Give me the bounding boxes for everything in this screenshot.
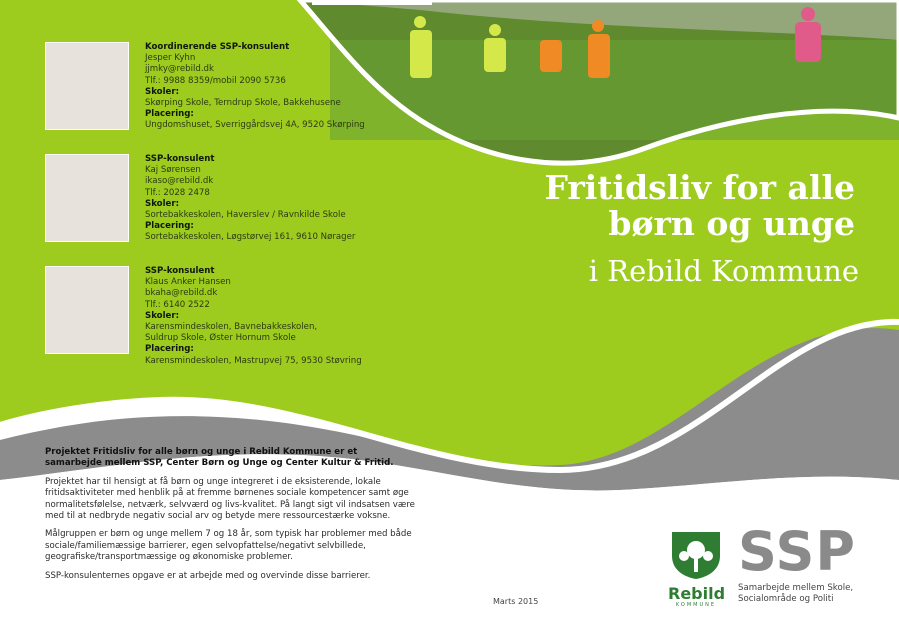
placement-label: Placering: — [145, 344, 194, 355]
contact-email[interactable]: jjmky@rebild.dk — [145, 64, 214, 75]
intro-paragraph: Projektet har til hensigt at få børn og unge integreret i de eksisterende, lokale fritidsaktiviteter med henblik på at fremme børnenes sociale kompetencer samt øge normalitetsfølelse, netværk, selvværd og livs-kvalitet. På langt sigt vil indsatsen være med til at nedbryde negativ social arv og betyde mere ressourcestærke voksne. — [45, 476, 415, 522]
contact-schools: Karensmindeskolen, Bavnebakkeskolen, — [145, 322, 318, 333]
title-line-2: børn og unge — [608, 204, 855, 243]
rebild-shield-icon — [668, 530, 724, 580]
placement-label: Placering: — [145, 109, 194, 120]
intro-paragraph: Målgruppen er børn og unge mellem 7 og 18 år, som typisk har problemer med både sociale/familiemæssige barrierer, egen selvopfattelse/negativt selvbillede, geografiske/transportmæssige og økonomiske problemer. — [45, 529, 412, 563]
schools-label: Skoler: — [145, 310, 180, 321]
contact-placement: Karensmindeskolen, Mastrupvej 75, 9530 Støvring — [145, 355, 362, 366]
placement-label: Placering: — [145, 221, 194, 232]
contact-email[interactable]: bkaha@rebild.dk — [145, 288, 218, 299]
publication-date: Marts 2015 — [493, 597, 539, 606]
contact-role: Koordinerende SSP-konsulent — [145, 42, 290, 52]
rebild-logo — [668, 530, 724, 608]
avatar — [45, 154, 129, 242]
ssp-wordmark: SSP — [738, 520, 856, 583]
intro-text — [45, 447, 415, 589]
page-title — [545, 170, 855, 242]
contact-schools: Suldrup Skole, Øster Hornum Skole — [145, 333, 296, 344]
intro-lead: Projektet Fritidsliv for alle børn og unge i Rebild Kommune er et samarbejde mellem SSP, Center Børn og Unge og Center Kultur & Fritid. — [45, 447, 394, 469]
schools-label: Skoler: — [145, 86, 180, 97]
contact-placement: Ungdomshuset, Sverriggårdsvej 4A, 9520 Skørping — [145, 120, 365, 131]
contact-role: SSP-konsulent — [145, 266, 215, 276]
contact-schools: Skørping Skole, Terndrup Skole, Bakkehusene — [145, 98, 341, 109]
contact-schools: Sortebakkeskolen, Haverslev / Ravnkilde Skole — [145, 210, 346, 221]
ssp-subtitle: Samarbejde mellem Skole, — [738, 583, 854, 593]
ssp-logo — [738, 520, 856, 605]
rebild-name: Rebild — [668, 584, 726, 603]
contact-email[interactable]: ikaso@rebild.dk — [145, 176, 214, 187]
contact-phone: Tlf.: 2028 2478 — [145, 187, 210, 198]
contact-name: Jesper Kyhn — [145, 53, 196, 64]
contact-placement: Sortebakkeskolen, Løgstørvej 161, 9610 Nørager — [145, 232, 356, 243]
contact-phone: Tlf.: 9988 8359/mobil 2090 5736 — [145, 75, 286, 86]
rebild-sub: KOMMUNE — [675, 602, 717, 608]
contact-name: Kaj Sørensen — [145, 165, 201, 176]
contact-phone: Tlf.: 6140 2522 — [145, 299, 210, 310]
ssp-subtitle: Socialområde og Politi — [738, 594, 834, 604]
title-line-3: i Rebild Kommune — [588, 254, 859, 288]
contact-role: SSP-konsulent — [145, 154, 215, 164]
contact-name: Klaus Anker Hansen — [145, 277, 231, 288]
avatar — [45, 266, 129, 354]
intro-paragraph: SSP-konsulenternes opgave er at arbejde med og overvinde disse barrierer. — [45, 570, 371, 581]
avatar — [45, 42, 129, 130]
title-line-1: Fritidsliv for alle — [544, 168, 855, 207]
schools-label: Skoler: — [145, 198, 180, 209]
